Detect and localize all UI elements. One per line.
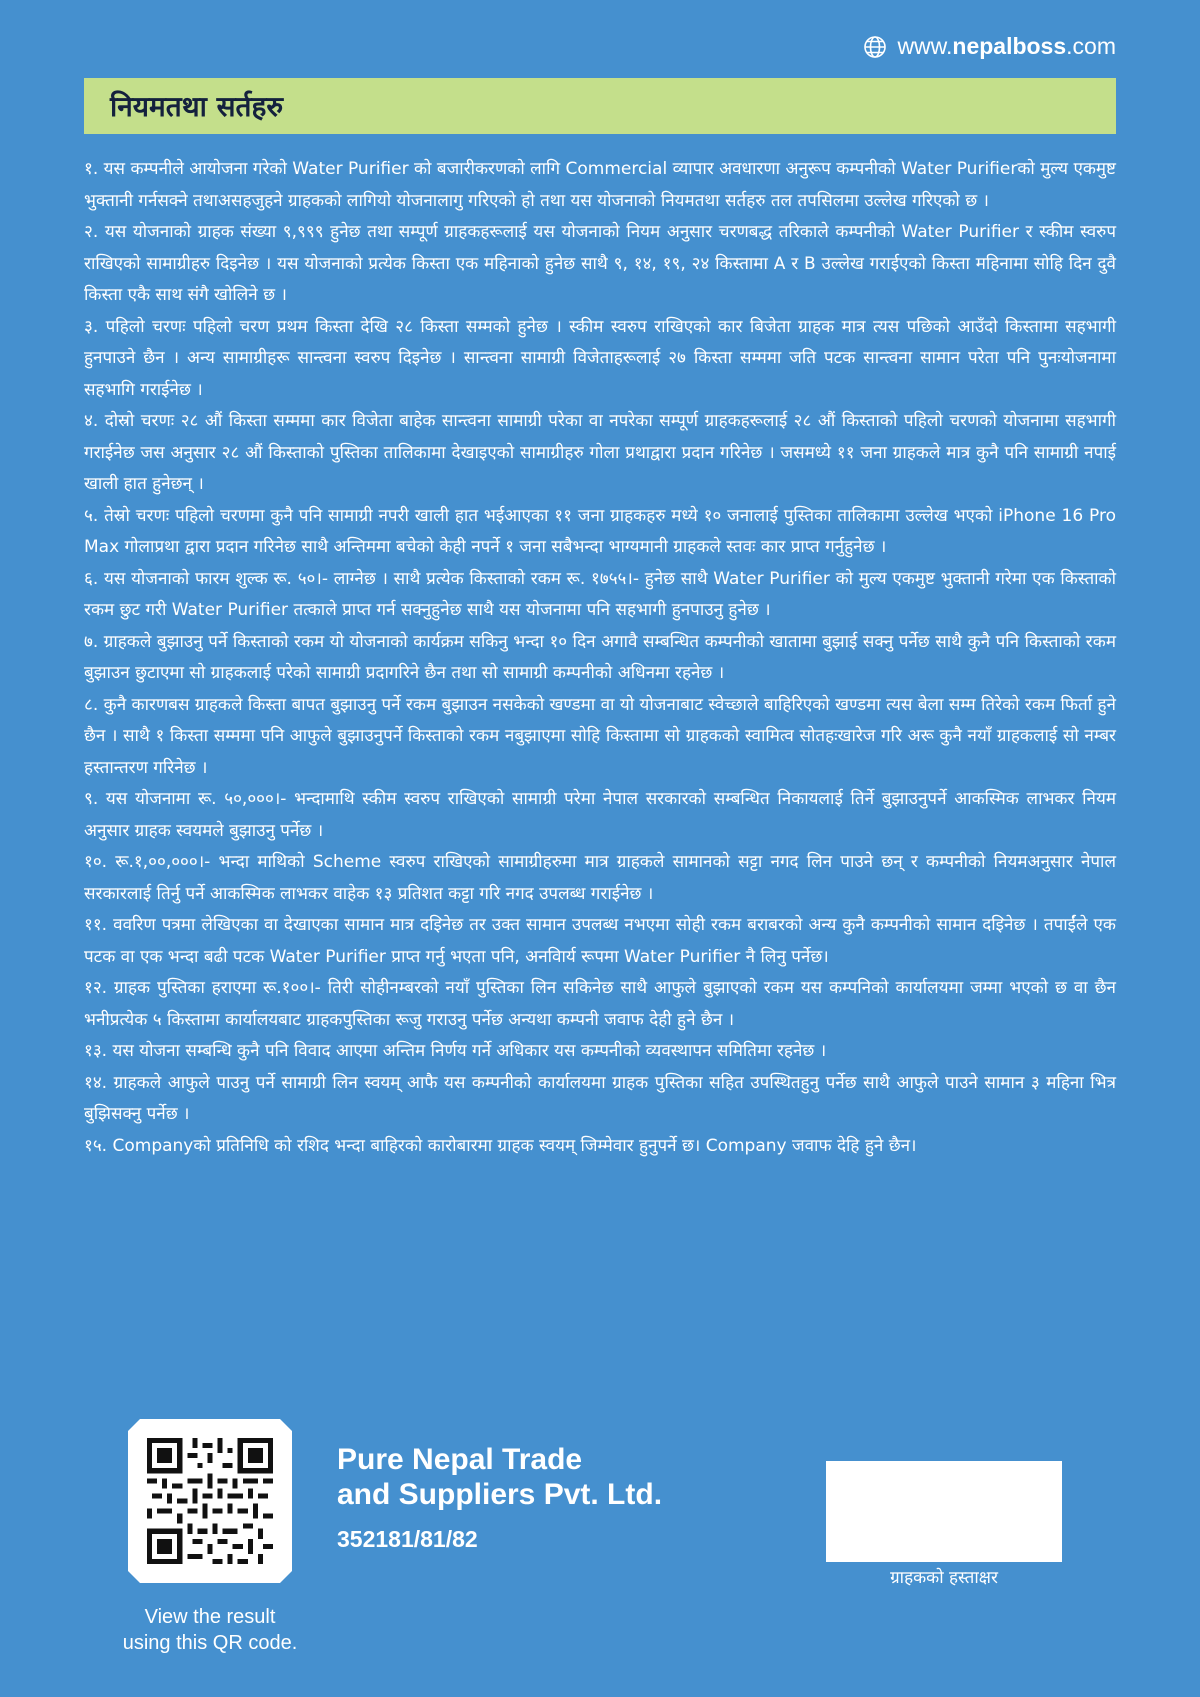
qr-code-icon bbox=[147, 1438, 273, 1564]
term-item: ९. यस योजनामा रू. ५०,०००।- भन्दामाथि स्कीम स्वरुप राखिएको सामाग्री परेमा नेपाल सरकारको सम्बन्धित निकायलाई तिर्ने बुझाउनुपर्ने आकस्मिक लाभकर नियम अनुसार ग्राहक स्वयमले बुझाउनु पर्नेछ । bbox=[84, 789, 1116, 841]
term-item: ४. दोस्रो चरणः २८ औं किस्ता सम्ममा कार विजेता बाहेक सान्त्वना सामाग्री परेका वा नपरेका सम्पूर्ण ग्राहकहरूलाई २८ औं किस्ताको पहिलो चरणको योजनामा सहभागी गराईनेछ जस अनुसार २८ औं किस्ताको पुस्तिका तालिकामा देखाइएको सामाग्रीहरु गोला प्रथाद्वारा प्रदान गरिनेछ । जसमध्ये ११ जना ग्राहकले मात्र कुनै पनि सामाग्री नपाई खाली हात हुनेछन् । bbox=[84, 411, 1116, 494]
term-item: ३. पहिलो चरणः पहिलो चरण प्रथम किस्ता देखि २८ किस्ता सम्मको हुनेछ । स्कीम स्वरुप राखिएको कार बिजेता ग्राहक मात्र त्यस पछिको आउँदो किस्तामा सहभागी हुनपाउने छैन । अन्य सामाग्रीहरू सान्त्वना स्वरुप दिइनेछ । सान्त्वना सामाग्री विजेताहरूलाई २७ किस्ता सम्ममा जति पटक सान्त्वना सामान परेता पनि पुनःयोजनामा सहभागि गराईनेछ । bbox=[84, 316, 1116, 400]
term-item: ८. कुनै कारणबस ग्राहकले किस्ता बापत बुझाउनु पर्ने रकम बुझाउन नसकेको खण्डमा वा यो योजनाबाट स्वेच्छाले बाहिरिएको खण्डमा त्यस बेला सम्म तिरेको रकम फिर्ता हुने छैन । साथै १ किस्ता सम्ममा पनि आफुले बुझाउनुपर्ने किस्ताको रकम नबुझाएमा सोहि किस्तामा सो ग्राहकको स्वामित्व सोतहःखारेज गरि अरू कुनै नयाँ ग्राहकलाई सो नम्बर हस्तान्तरण गरिनेछ । bbox=[84, 694, 1116, 778]
terms-list bbox=[84, 154, 1116, 1162]
registration-number: 352181/81/82 bbox=[337, 1526, 478, 1552]
term-item: ६. यस योजनाको फारम शुल्क रू. ५०।- लाग्नेछ । साथै प्रत्येक किस्ताको रकम रू. १७५५।- हुनेछ साथै Water Purifier को मुल्य एकमुष्ट भुक्तानी गरेमा एक किस्ताको रकम छुट गरी Water Purifier तत्काले प्राप्त गर्न सक्नुहुनेछ साथै यस योजनामा पनि सहभागी हुनपाउनु हुनेछ । bbox=[84, 568, 1116, 620]
term-item: १५. Companyको प्रतिनिधि को रशिद भन्दा बाहिरको कारोबारमा ग्राहक स्वयम् जिम्मेवार हुनुपर्ने छ। Company जवाफ देहि हुने छैन। bbox=[84, 1135, 917, 1156]
term-item: १०. रू.१,००,०००।- भन्दा माथिको Scheme स्वरुप राखिएको सामाग्रीहरुमा मात्र ग्राहकले सामानको सट्टा नगद लिन पाउने छन् र कम्पनीको नियमअनुसार नेपाल सरकारलाई तिर्नु पर्ने आकस्मिक लाभकर वाहेक १३ प्रतिशत कट्टा गरि नगद उपलब्ध गराईनेछ । bbox=[84, 852, 1116, 904]
signature-box[interactable] bbox=[826, 1461, 1062, 1562]
company-name: and Suppliers Pvt. Ltd. bbox=[337, 1478, 663, 1511]
term-item: १४. ग्राहकले आफुले पाउनु पर्ने सामाग्री लिन स्वयम् आफै यस कम्पनीको कार्यालयमा ग्राहक पुस्तिका सहित उपस्थितहुनु पर्नेछ साथै आफुले पाउने सामान ३ महिना भित्र बुझिसक्नु पर्नेछ । bbox=[84, 1072, 1116, 1124]
term-item: ७. ग्राहकले बुझाउनु पर्ने किस्ताको रकम यो योजनाको कार्यक्रम सकिनु भन्दा १० दिन अगावै सम्बन्धित कम्पनीको खातामा बुझाई सक्नु पर्नेछ साथै कुनै पनि किस्ताको रकम बुझाउन छुटाएमा सो ग्राहकलाई परेको सामाग्री प्रदागरिने छैन तथा सो सामाग्री कम्पनीको अधिनमा रहनेछ । bbox=[84, 631, 1116, 683]
company-info bbox=[337, 1442, 662, 1553]
globe-icon bbox=[863, 35, 887, 59]
term-item: १. यस कम्पनीले आयोजना गरेको Water Purifier को बजारीकरणको लागि Commercial व्यापार अवधारणा अनुरूप कम्पनीको Water Purifierको मुल्य एकमुष्ट भुक्तानी गर्नसक्ने तथाअसहजुहने ग्राहकको लागियो योजनालागु गरिएको हो तथा यस योजनाको नियमतथा सर्तहरु तल तपसिलमा उल्लेख गरिएको छ । bbox=[84, 159, 1116, 211]
term-item: १३. यस योजना सम्बन्धि कुनै पनि विवाद आएमा अन्तिम निर्णय गर्ने अधिकार यस कम्पनीको व्यवस्थापन समितिमा रहनेछ । bbox=[84, 1041, 827, 1061]
website-url: www.nepalboss.com bbox=[897, 33, 1116, 59]
company-name: Pure Nepal Trade bbox=[337, 1443, 583, 1476]
term-item: ११. ववरिण पत्रमा लेखिएका वा देखाएका सामान मात्र दइिनेछ तर उक्त सामान उपलब्ध नभएमा सोही रकम बराबरको अन्य कुनै कम्पनीको सामान दइिनेछ । तपाईंले एक पटक वा एक भन्दा बढी पटक Water Purifier प्राप्त गर्नु भएता पनि, अनविार्य रूपमा Water Purifier नै लिनु पर्नेछ। bbox=[84, 915, 1116, 967]
term-item: २. यस योजनाको ग्राहक संख्या ९,९९९ हुनेछ तथा सम्पूर्ण ग्राहकहरूलाई यस योजनाको नियम अनुसार चरणबद्ध तरिकाले कम्पनीको Water Purifier र स्कीम स्वरुप राखिएको सामाग्रीहरु दिइनेछ । यस योजनाको प्रत्येक किस्ता एक महिनाको हुनेछ साथै ९, १४, १९, २४ किस्तामा A र B उल्लेख गराईएको किस्ता महिनामा सोहि दिन दुवै किस्ता एकै साथ संगै खोलिने छ । bbox=[84, 222, 1116, 305]
term-item: ५. तेस्रो चरणः पहिलो चरणमा कुनै पनि सामाग्री नपरी खाली हात भईआएका ११ जना ग्राहकहरु मध्ये १० जनालाई पुस्तिका तालिकामा उल्लेख भएको iPhone 16 Pro Max गोलाप्रथा द्वारा प्रदान गरिनेछ साथै अन्तिममा बचेको केही नपर्ने १ जना सबैभन्दा भाग्यमानी ग्राहकले स्तवः कार प्राप्त गर्नुहुनेछ । bbox=[84, 505, 1116, 557]
qr-caption: View the result using this QR code. bbox=[122, 1606, 298, 1654]
signature-label: ग्राहकको हस्ताक्षर bbox=[890, 1568, 998, 1588]
title-banner bbox=[84, 78, 1116, 134]
qr-code[interactable] bbox=[128, 1419, 292, 1583]
term-item: १२. ग्राहक पुस्तिका हराएमा रू.१००।- तिरी सोहीनम्बरको नयाँ पुस्तिका लिन सकिनेछ साथै आफुले बुझाएको रकम यस कम्पनिको कार्यालयमा जम्मा भएको छ वा छैन भनीप्रत्येक ५ किस्तामा कार्यालयबाट ग्राहकपुस्तिका रूजु गराउनु पर्नेछ अन्यथा कम्पनी जवाफ देही हुने छैन । bbox=[84, 978, 1116, 1030]
page-title: नियमतथा सर्तहरु bbox=[110, 90, 284, 123]
website-link[interactable] bbox=[863, 33, 1116, 60]
